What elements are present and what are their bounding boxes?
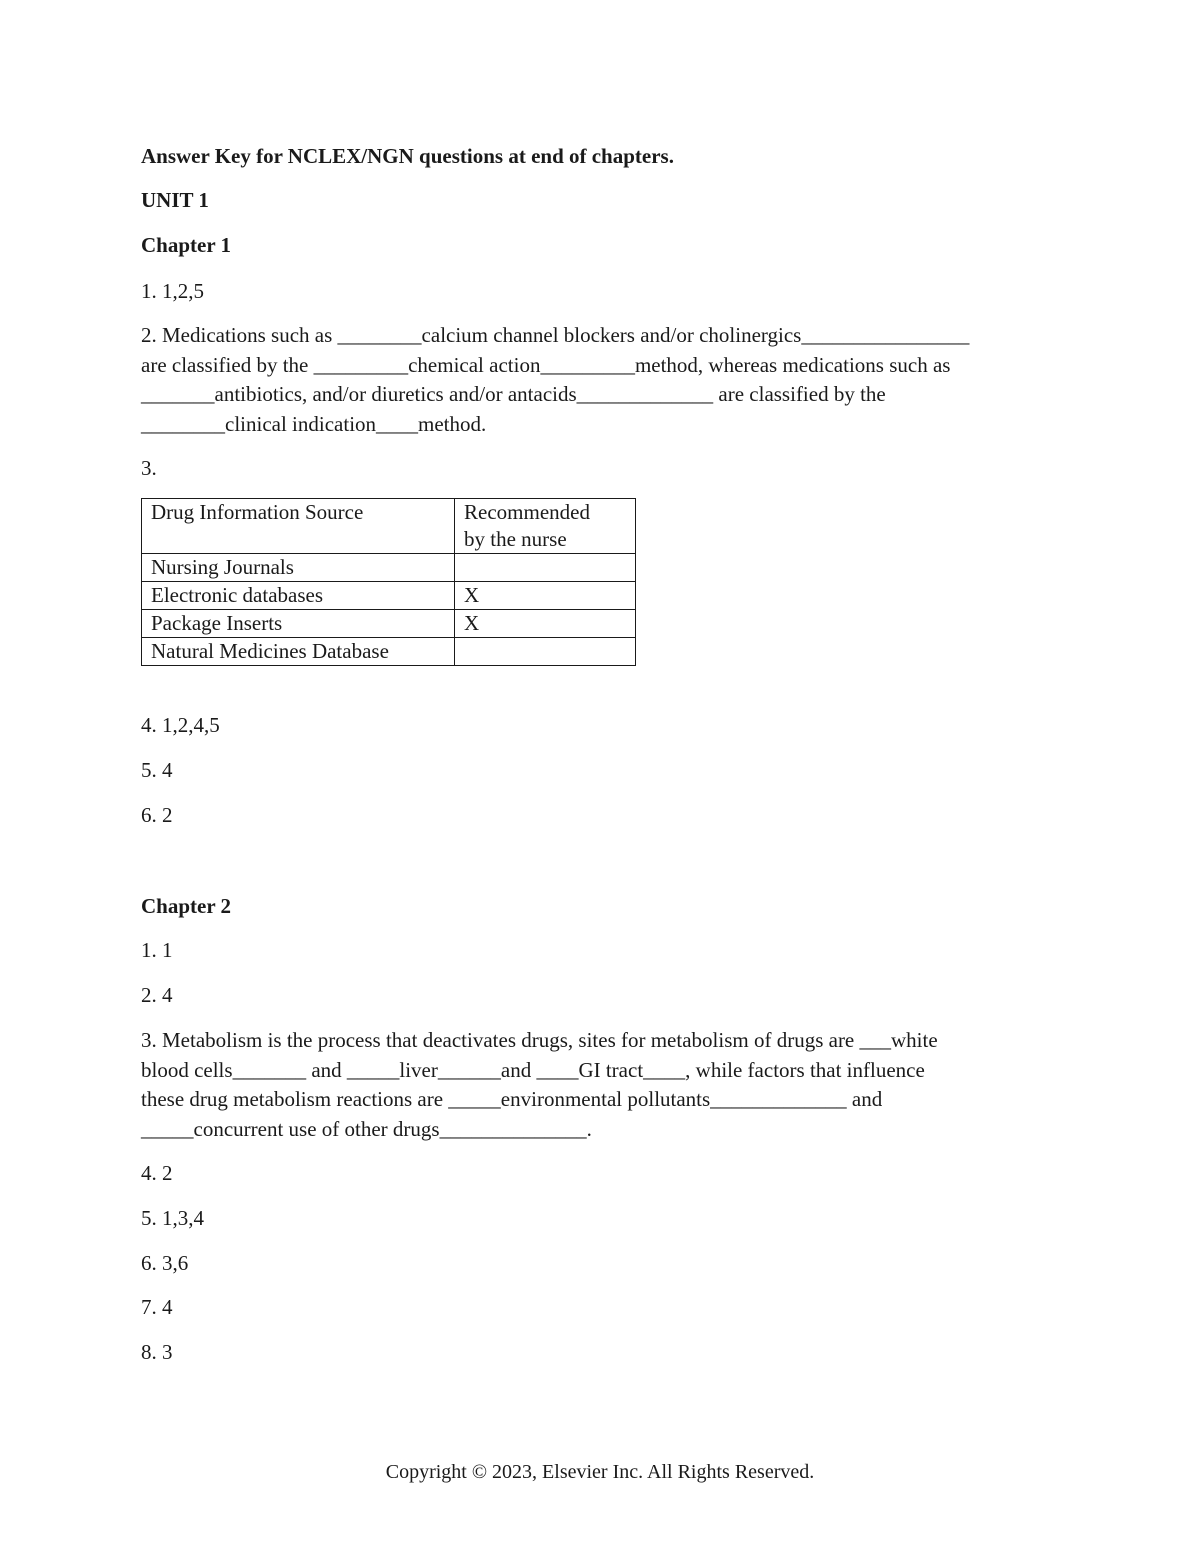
answer-line: these drug metabolism reactions are _____environmental pollutants_____________ and <box>141 1087 883 1111</box>
table-row <box>142 582 636 610</box>
chapter1-answer-2 <box>141 321 1056 439</box>
answer-line: ________clinical indication____method. <box>141 411 487 436</box>
table-header-row <box>142 499 636 554</box>
chapter1-answer-4: 4. 1,2,4,5 <box>141 713 220 737</box>
table-header-cell: Drug Information Source <box>142 499 455 554</box>
answer-line: are classified by the _________chemical action_________method, whereas medications such as <box>141 352 951 377</box>
chapter2-answer-8: 8. 3 <box>141 1340 173 1364</box>
table-cell <box>455 554 636 582</box>
table-header-cell <box>455 499 636 554</box>
chapter2-answer-1: 1. 1 <box>141 938 173 962</box>
table-cell: Nursing Journals <box>142 554 455 582</box>
chapter1-answer-5: 5. 4 <box>141 758 173 782</box>
chapter2-answer-7: 7. 4 <box>141 1295 173 1319</box>
chapter2-heading: Chapter 2 <box>141 894 232 918</box>
chapter2-answer-4: 4. 2 <box>141 1161 173 1185</box>
table-row <box>142 610 636 638</box>
chapter2-answer-3 <box>141 1026 1056 1144</box>
chapter2-answer-5: 5. 1,3,4 <box>141 1206 204 1230</box>
table-row <box>142 638 636 666</box>
table-cell: Natural Medicines Database <box>142 638 455 666</box>
table-cell: X <box>455 610 636 638</box>
answer-line: 2. Medications such as ________calcium channel blockers and/or cholinergics________________ <box>141 323 970 347</box>
answer-line: blood cells_______ and _____liver______and ____GI tract____, while factors that influence <box>141 1057 925 1082</box>
chapter1-answer-3-label: 3. <box>141 456 157 480</box>
answer-line: _______antibiotics, and/or diuretics and/or antacids_____________ are classified by the <box>141 382 886 406</box>
chapter2-answer-2: 2. 4 <box>141 983 173 1007</box>
header-line: Recommended <box>464 500 590 524</box>
chapter1-heading: Chapter 1 <box>141 233 232 257</box>
table-cell: Electronic databases <box>142 582 455 610</box>
chapter1-answer-6: 6. 2 <box>141 803 173 827</box>
document-title: Answer Key for NCLEX/NGN questions at end of chapters. <box>141 144 674 168</box>
chapter1-answer-1: 1. 1,2,5 <box>141 279 204 303</box>
header-line: by the nurse <box>464 527 567 551</box>
unit-heading: UNIT 1 <box>141 188 209 212</box>
table-cell: X <box>455 582 636 610</box>
table-row <box>142 554 636 582</box>
table-cell <box>455 638 636 666</box>
answer-line: 3. Metabolism is the process that deactivates drugs, sites for metabolism of drugs are ___white <box>141 1028 938 1052</box>
answer-line: _____concurrent use of other drugs______________. <box>141 1116 592 1141</box>
table-cell: Package Inserts <box>142 610 455 638</box>
chapter2-answer-6: 6. 3,6 <box>141 1251 189 1275</box>
drug-information-table <box>141 498 636 666</box>
copyright-footer: Copyright © 2023, Elsevier Inc. All Rights Reserved. <box>385 1461 815 1483</box>
